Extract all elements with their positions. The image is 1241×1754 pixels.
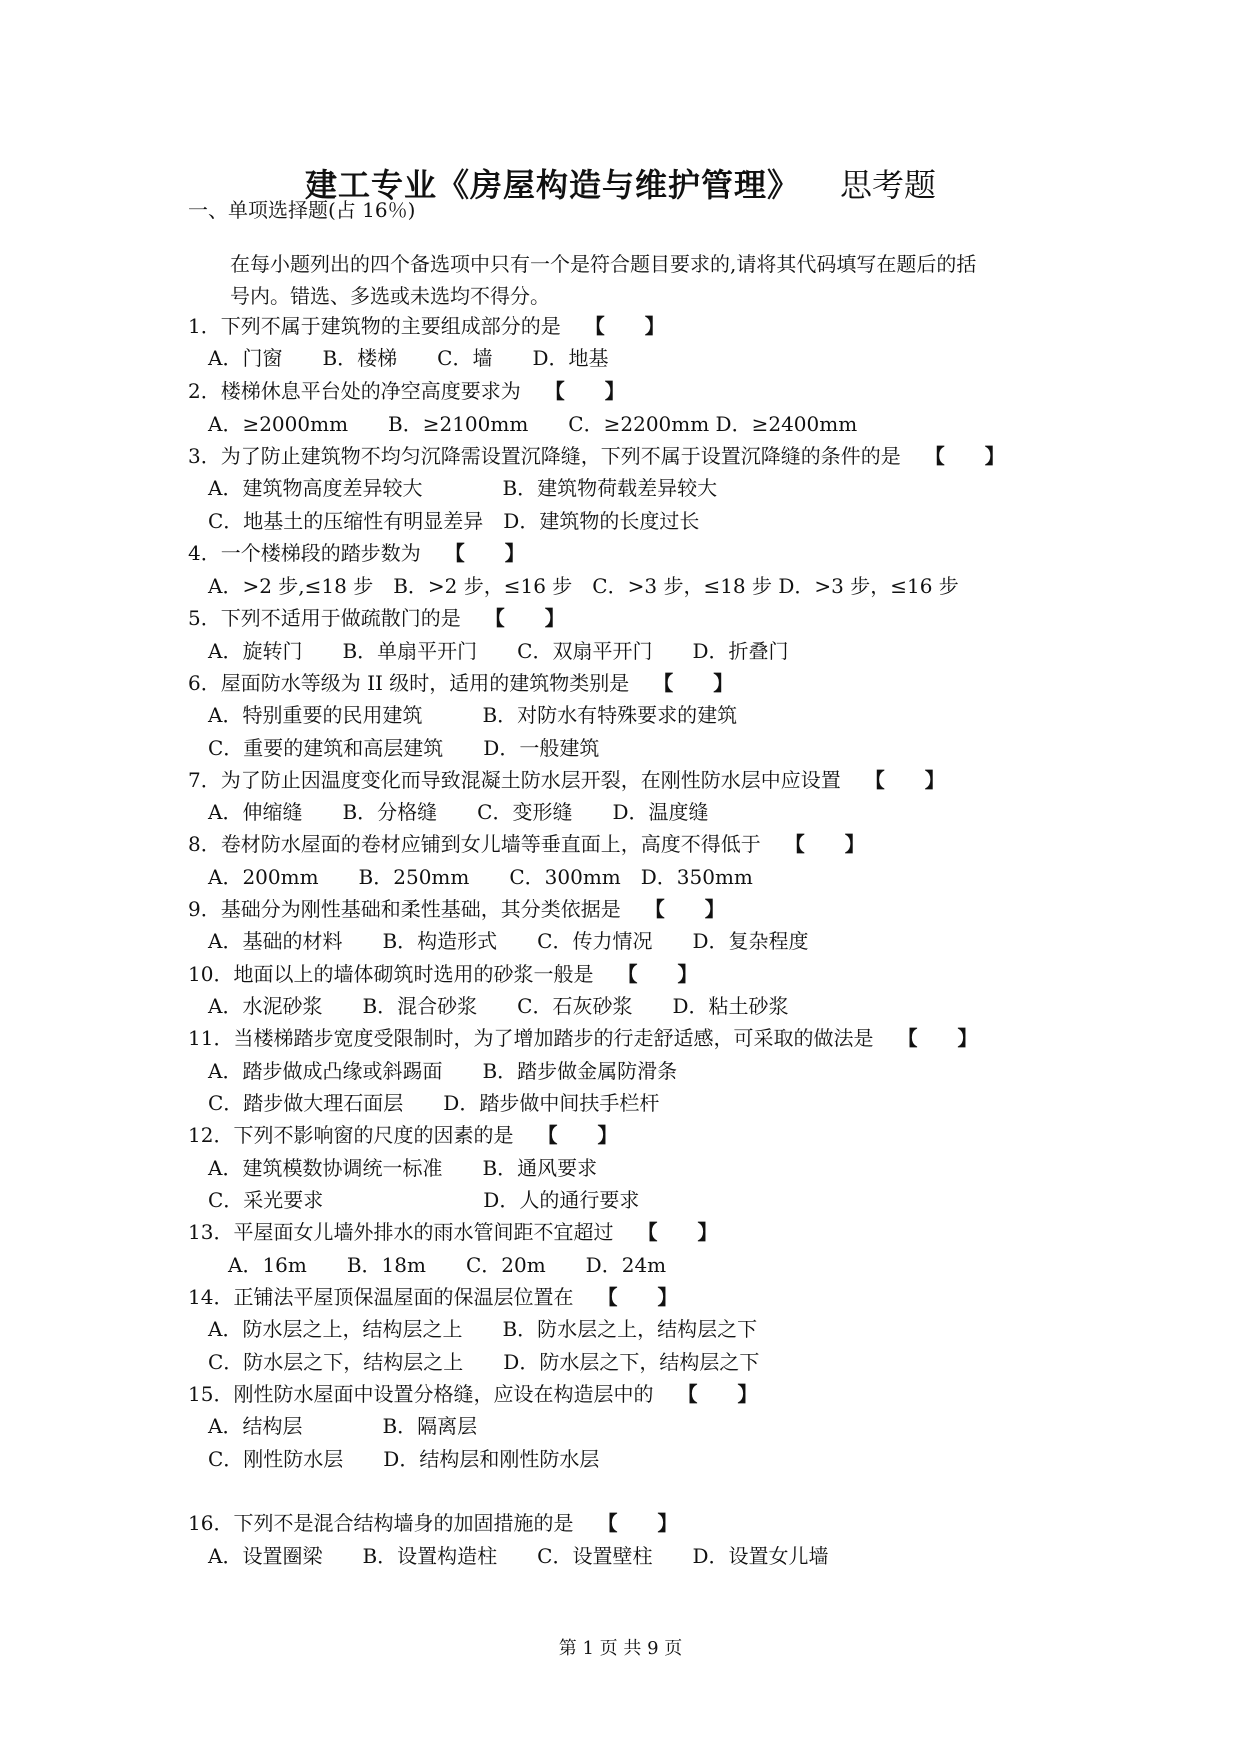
question-1-options: A．门窗 B．楼梯 C．墙 D．地基	[208, 346, 609, 370]
question-text: 3．为了防止建筑物不均匀沉降需设置沉降缝，下列不属于设置沉降缝的条件的是	[188, 444, 901, 468]
question-3	[188, 442, 1005, 470]
question-text: 10．地面以上的墙体砌筑时选用的砂浆一般是	[188, 962, 594, 986]
question-6	[188, 669, 733, 697]
answer-bracket: 【 】	[597, 1511, 678, 1535]
document-title	[0, 160, 1241, 206]
question-3-options-1: A．建筑物高度差异较大 B．建筑物荷载差异较大	[208, 476, 718, 500]
question-15	[188, 1380, 757, 1408]
question-8-options: A．200mm B．250mm C．300mm D．350mm	[208, 865, 753, 889]
question-3-options-2: C．地基土的压缩性有明显差异 D．建筑物的长度过长	[208, 509, 700, 533]
question-2-options: A．≥2000mm B．≥2100mm C．≥2200mm D．≥2400mm	[208, 412, 858, 436]
answer-bracket: 【 】	[597, 1285, 678, 1309]
section-heading: 一、单项选择题(占 16％)	[188, 198, 416, 222]
answer-bracket: 【 】	[644, 897, 725, 921]
answer-bracket: 【 】	[653, 671, 734, 695]
instruction-line-2: 号内。错选、多选或未选均不得分。	[230, 284, 550, 308]
question-7-options: A．伸缩缝 B．分格缝 C．变形缝 D．温度缝	[208, 800, 709, 824]
question-15-options-1: A．结构层 B．隔离层	[208, 1414, 478, 1438]
question-text: 8．卷材防水屋面的卷材应铺到女儿墙等垂直面上，高度不得低于	[188, 832, 761, 856]
question-text: 14．正铺法平屋顶保温屋面的保温层位置在	[188, 1285, 574, 1309]
question-14	[188, 1283, 677, 1311]
question-text: 16．下列不是混合结构墙身的加固措施的是	[188, 1511, 574, 1535]
answer-bracket: 【 】	[484, 606, 565, 630]
question-12-options-2: C．采光要求 D．人的通行要求	[208, 1188, 640, 1212]
question-10-options: A．水泥砂浆 B．混合砂浆 C．石灰砂浆 D．粘土砂浆	[208, 994, 789, 1018]
answer-bracket: 【 】	[544, 379, 625, 403]
answer-bracket: 【 】	[617, 962, 698, 986]
question-16-options: A．设置圈梁 B．设置构造柱 C．设置壁柱 D．设置女儿墙	[208, 1544, 829, 1568]
instruction-line-1: 在每小题列出的四个备选项中只有一个是符合题目要求的,请将其代码填写在题后的括	[230, 252, 977, 276]
question-10	[188, 960, 697, 988]
question-text: 5．下列不适用于做疏散门的是	[188, 606, 461, 630]
question-11	[188, 1024, 977, 1052]
question-1	[188, 312, 665, 340]
question-4-options: A．>2 步,≤18 步 B．>2 步，≤16 步 C．>3 步，≤18 步 D．>3 步，≤16 步	[208, 574, 959, 598]
question-text: 7．为了防止因温度变化而导致混凝土防水层开裂，在刚性防水层中应设置	[188, 768, 841, 792]
answer-bracket: 【 】	[637, 1220, 718, 1244]
question-4	[188, 539, 525, 567]
question-5-options: A．旋转门 B．单扇平开门 C．双扇平开门 D．折叠门	[208, 639, 789, 663]
question-11-options-2: C．踏步做大理石面层 D．踏步做中间扶手栏杆	[208, 1091, 660, 1115]
question-9-options: A．基础的材料 B．构造形式 C．传力情况 D．复杂程度	[208, 929, 809, 953]
question-text: 6．屋面防水等级为 II 级时，适用的建筑物类别是	[188, 671, 630, 695]
question-5	[188, 604, 565, 632]
question-text: 11．当楼梯踏步宽度受限制时，为了增加踏步的行走舒适感，可采取的做法是	[188, 1026, 874, 1050]
answer-bracket: 【 】	[537, 1123, 618, 1147]
answer-bracket: 【 】	[897, 1026, 978, 1050]
page-footer: 第 1 页 共 9 页	[558, 1638, 683, 1659]
question-6-options-2: C．重要的建筑和高层建筑 D．一般建筑	[208, 736, 600, 760]
question-12-options-1: A．建筑模数协调统一标准 B．通风要求	[208, 1156, 598, 1180]
answer-bracket: 【 】	[584, 314, 665, 338]
question-text: 4．一个楼梯段的踏步数为	[188, 541, 421, 565]
question-15-options-2: C．刚性防水层 D．结构层和刚性防水层	[208, 1447, 600, 1471]
question-2	[188, 377, 625, 405]
answer-bracket: 【 】	[924, 444, 1005, 468]
question-13	[188, 1218, 717, 1246]
question-14-options-1: A．防水层之上，结构层之上 B．防水层之上，结构层之下	[208, 1317, 758, 1341]
question-9	[188, 895, 725, 923]
answer-bracket: 【 】	[677, 1382, 758, 1406]
question-16	[188, 1509, 677, 1537]
title-main: 建工专业《房屋构造与维护管理》	[304, 166, 800, 204]
question-text: 1．下列不属于建筑物的主要组成部分的是	[188, 314, 561, 338]
title-sub: 思考题	[840, 166, 937, 204]
question-6-options-1: A．特别重要的民用建筑 B．对防水有特殊要求的建筑	[208, 703, 738, 727]
question-12	[188, 1121, 617, 1149]
question-13-options: A．16m B．18m C．20m D．24m	[228, 1253, 667, 1277]
answer-bracket: 【 】	[444, 541, 525, 565]
question-text: 12．下列不影响窗的尺度的因素的是	[188, 1123, 514, 1147]
answer-bracket: 【 】	[864, 768, 945, 792]
question-text: 9．基础分为刚性基础和柔性基础，其分类依据是	[188, 897, 621, 921]
answer-bracket: 【 】	[784, 832, 865, 856]
question-8	[188, 830, 865, 858]
question-11-options-1: A．踏步做成凸缘或斜踢面 B．踏步做金属防滑条	[208, 1059, 678, 1083]
question-14-options-2: C．防水层之下，结构层之上 D．防水层之下，结构层之下	[208, 1350, 760, 1374]
question-text: 13．平屋面女儿墙外排水的雨水管间距不宜超过	[188, 1220, 614, 1244]
question-text: 15．刚性防水屋面中设置分格缝，应设在构造层中的	[188, 1382, 654, 1406]
question-7	[188, 766, 945, 794]
question-text: 2．楼梯休息平台处的净空高度要求为	[188, 379, 521, 403]
